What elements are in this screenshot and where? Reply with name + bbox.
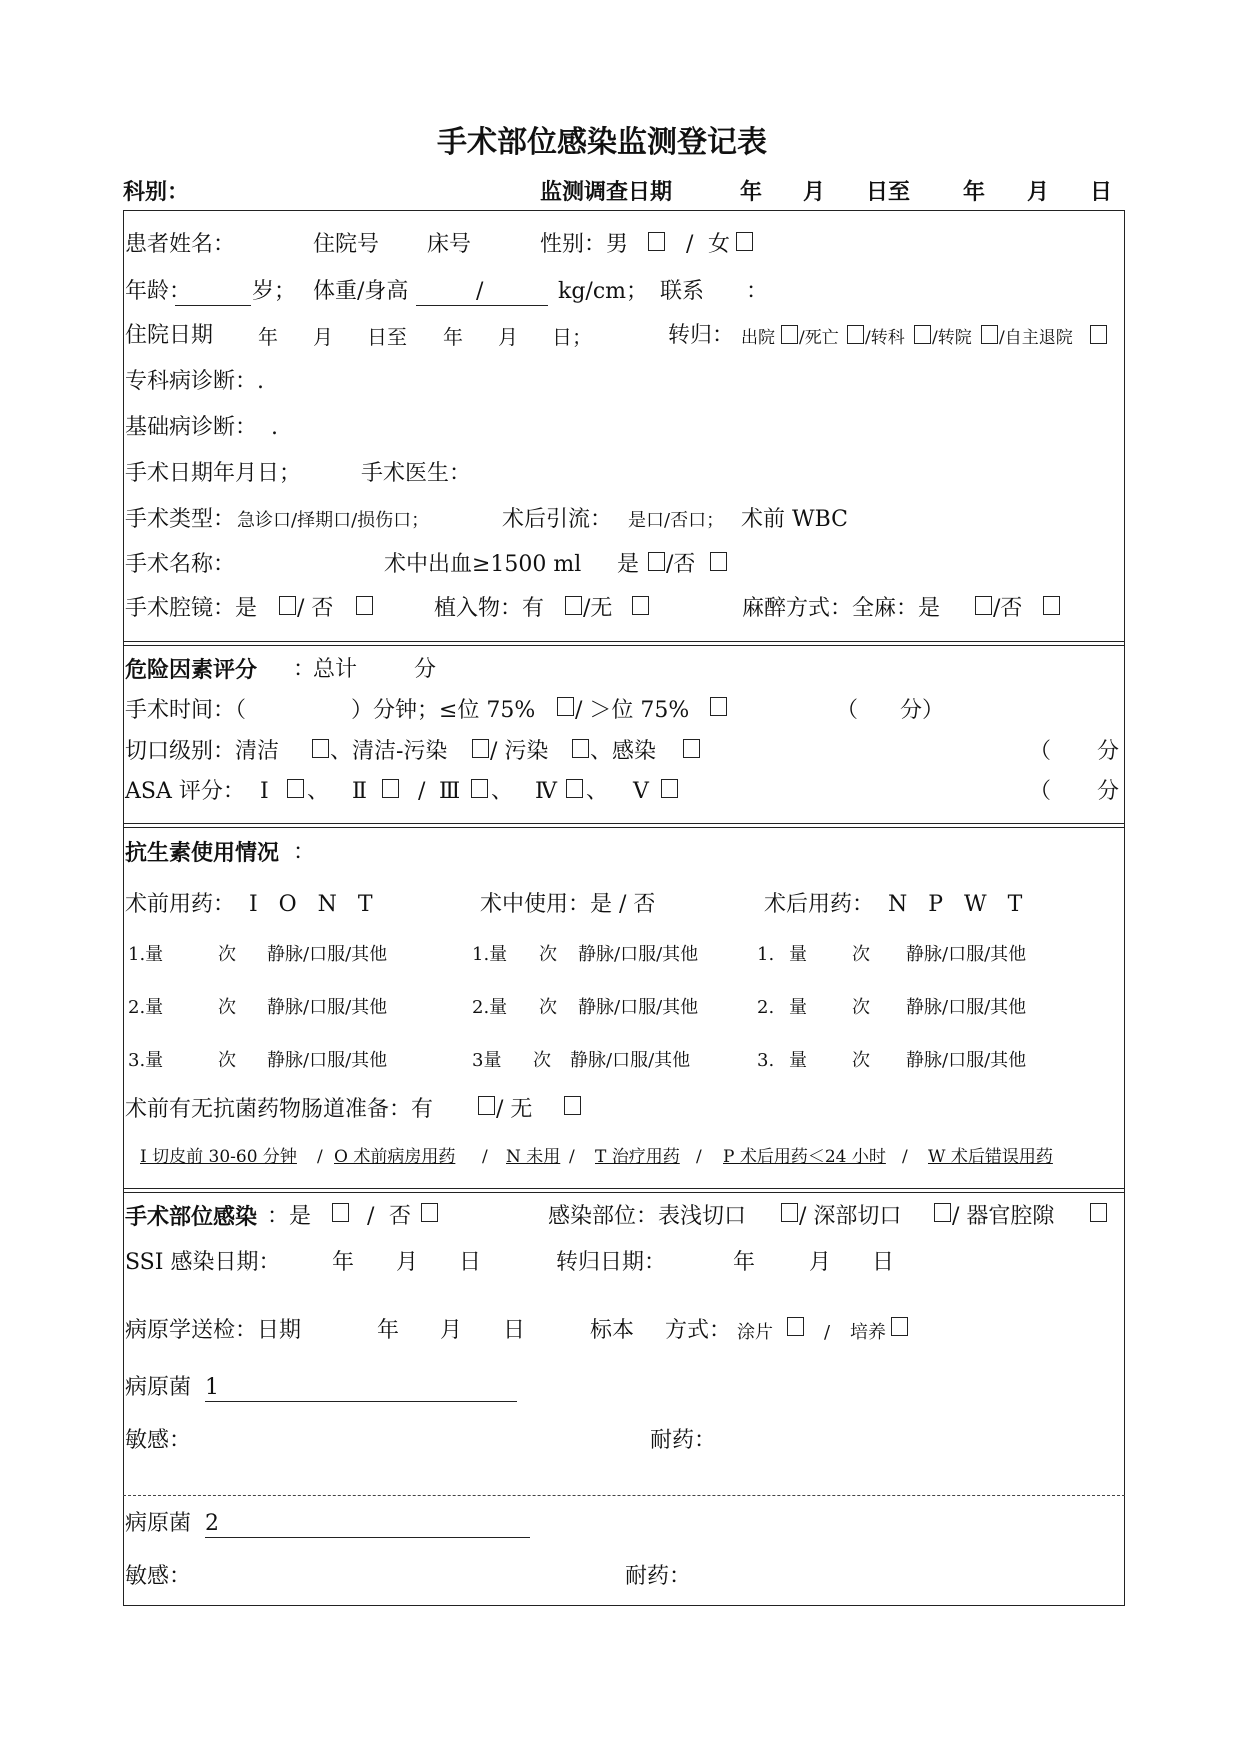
sensitive2-label: 敏感： (125, 1564, 192, 1589)
ssi-no-checkbox[interactable] (421, 1203, 438, 1222)
risk-colon: ： (293, 657, 316, 682)
male-checkbox[interactable] (648, 232, 665, 251)
post-dose-route: 静脉/口服/其他 (906, 1050, 1027, 1071)
op-time-minutes: ）分钟；≤位 75% (351, 698, 536, 723)
legend-sep: / (482, 1147, 488, 1167)
ssi-date-year: 年 (332, 1250, 355, 1275)
pathogen1-label: 病原菌 (125, 1375, 192, 1400)
resistant1-label: 耐药： (650, 1428, 717, 1453)
incision-paren: （ (1029, 739, 1052, 764)
admit-month-1: 月 (313, 325, 333, 349)
post-dose-times: 次 (852, 944, 870, 965)
asa-sep-4: 、 (586, 779, 609, 804)
pathogen1-number: 1 (205, 1375, 219, 1400)
weight-height-field[interactable] (416, 305, 548, 306)
points-label: 分 (414, 657, 437, 682)
pathogen-test-year: 年 (377, 1318, 400, 1343)
intra-dose-times: 次 (533, 1050, 551, 1071)
culture-checkbox[interactable] (891, 1317, 908, 1336)
post-dose-times: 次 (852, 997, 870, 1018)
asa-4-label: Ⅳ (535, 779, 557, 804)
pathogen1-field[interactable] (205, 1401, 517, 1402)
risk-title: 危险因素评分 (125, 657, 258, 683)
implant-yes-checkbox[interactable] (565, 596, 582, 615)
self-discharge-checkbox[interactable] (1090, 325, 1107, 344)
outcome-date-month: 月 (809, 1250, 832, 1275)
divider (123, 1188, 1125, 1189)
post-use-label: 术后用药： (764, 892, 875, 917)
legend-item: W 术后错误用药 (928, 1147, 1053, 1167)
pre-dose-qty: 1.量 (128, 944, 164, 965)
admit-day-1: 日至 (367, 325, 407, 349)
intra-dose-qty: 3量 (472, 1050, 502, 1071)
weight-height-label: 体重/身高 (313, 279, 409, 304)
bed-no-label: 床号 (427, 232, 472, 257)
pre-use-label: 术前用药： (125, 892, 236, 917)
pathogen2-field[interactable] (205, 1537, 530, 1538)
infection-site-label: 感染部位：表浅切口 (548, 1204, 747, 1229)
abx-title: 抗生素使用情况 (125, 840, 280, 866)
legend-sep: / (902, 1147, 908, 1167)
header-month-2: 月 (1027, 179, 1050, 205)
contact-label: 联系 (660, 279, 705, 304)
admit-year-1: 年 (258, 325, 278, 349)
asa-sep-1: 、 (307, 779, 330, 804)
pre-dose-qty: 3.量 (128, 1050, 164, 1071)
years-label: 岁； (252, 279, 297, 304)
post-dose-qty: 量 (789, 997, 807, 1018)
pre-dose-route: 静脉/口服/其他 (267, 997, 388, 1018)
pre-dose-times: 次 (218, 997, 236, 1018)
incision-cont: / 污染 (490, 739, 549, 764)
ssi-no-label: 否 (389, 1204, 412, 1229)
patient-name-label: 患者姓名： (125, 232, 236, 257)
specialty-dx-label: 专科病诊断：. (125, 369, 264, 394)
incision-clean-cont-checkbox[interactable] (472, 739, 489, 758)
header-year-2: 年 (963, 179, 986, 205)
asa-2-checkbox[interactable] (382, 779, 399, 798)
sex-label: 性别：男 (540, 232, 629, 257)
op-time-gt75-checkbox[interactable] (710, 697, 727, 716)
surgery-date-label: 手术日期年月日； (125, 461, 302, 486)
ssi-date-day: 日 (459, 1250, 482, 1275)
incision-infected: 、感染 (590, 739, 657, 764)
intra-dose-route: 静脉/口服/其他 (578, 997, 699, 1018)
drainage-label: 术后引流： (502, 507, 613, 532)
sex-slash: / (686, 232, 694, 257)
divider (123, 645, 1125, 646)
weight-height-slash: / (476, 279, 484, 304)
outcome-label: 转归： (668, 323, 735, 348)
anesthesia-label: 麻醉方式：全麻：是 (742, 596, 941, 621)
admission-no-label: 住院号 (313, 232, 380, 257)
intra-dose-qty: 1.量 (472, 944, 508, 965)
post-dose-qty: 量 (789, 1050, 807, 1071)
site-deep-label: / 深部切口 (799, 1204, 902, 1229)
anesthesia-no-label: /否 (993, 596, 1023, 621)
anesthesia-yes-checkbox[interactable] (975, 596, 992, 615)
site-organ-checkbox[interactable] (1090, 1203, 1107, 1222)
drainage-options: 是口/否口； (628, 510, 725, 531)
survey-date-label: 监测调查日期 (540, 179, 673, 205)
contact-colon: ： (746, 279, 769, 304)
asa-3-checkbox[interactable] (471, 779, 488, 798)
female-label: 女 (708, 232, 731, 257)
bowel-prep-yes-checkbox[interactable] (478, 1096, 495, 1115)
admit-date-label: 住院日期 (125, 323, 214, 348)
surgery-type-options: 急诊口/择期口/损伤口； (237, 510, 430, 531)
specimen-label: 标本 (590, 1318, 635, 1343)
culture-label: 培养 (850, 1322, 886, 1343)
intra-dose-qty: 2.量 (472, 997, 508, 1018)
laparoscope-yes-checkbox[interactable] (279, 596, 296, 615)
pre-dose-route: 静脉/口服/其他 (267, 944, 388, 965)
ssi-date-label: SSI 感染日期： (125, 1250, 281, 1275)
legend-item: O 术前病房用药 (334, 1147, 456, 1167)
surgery-type-label: 手术类型： (125, 507, 236, 532)
intra-use-label: 术中使用：是 / 否 (480, 892, 656, 917)
page-title: 手术部位感染监测登记表 (437, 125, 767, 160)
op-time-label: 手术时间：（ (125, 698, 247, 723)
abx-colon: ： (293, 840, 316, 865)
site-superficial-checkbox[interactable] (781, 1203, 798, 1222)
op-time-paren: （ (836, 698, 859, 723)
bleeding-yes-label: 是 (617, 552, 640, 577)
legend-item: I 切皮前 30-60 分钟 (140, 1147, 297, 1167)
ssi-colon-yes: ：是 (267, 1204, 312, 1229)
asa-4-checkbox[interactable] (566, 779, 583, 798)
bowel-prep-label: 术前有无抗菌药物肠道准备：有 (125, 1097, 434, 1122)
post-dose-num: 2. (757, 997, 775, 1018)
admit-month-2: 月 (498, 325, 518, 349)
pathogen-test-month: 月 (440, 1318, 463, 1343)
ssi-yes-checkbox[interactable] (332, 1203, 349, 1222)
post-dose-num: 1. (757, 944, 775, 965)
sensitive1-label: 敏感： (125, 1428, 192, 1453)
header-month-1: 月 (803, 179, 826, 205)
asa-3-label: Ⅲ (439, 779, 461, 804)
self-discharge-label: /自主退院 (999, 328, 1073, 348)
bowel-prep-no-label: / 无 (496, 1097, 533, 1122)
asa-2-label: Ⅱ (352, 779, 367, 804)
op-time-le75-checkbox[interactable] (557, 697, 574, 716)
divider (123, 823, 1125, 824)
op-time-points: 分） (900, 698, 945, 723)
outcome-date-label: 转归日期： (556, 1250, 667, 1275)
dept-label: 科别： (123, 179, 190, 205)
total-label: 总计 (313, 657, 358, 682)
laparoscope-no-label: / 否 (297, 596, 334, 621)
death-checkbox[interactable] (847, 325, 864, 344)
implant-label: 植入物：有 (434, 596, 545, 621)
bleeding-label: 术中出血≥1500 ml (384, 552, 582, 577)
outcome-date-day: 日 (872, 1250, 895, 1275)
death-label: /死亡 (799, 328, 839, 348)
legend-sep: / (317, 1147, 323, 1167)
legend-item: P 术后用药＜24 小时 (723, 1147, 886, 1167)
pathogen-test-day: 日 (503, 1318, 526, 1343)
female-checkbox[interactable] (736, 232, 753, 251)
header-year-1: 年 (740, 179, 763, 205)
dashed-divider (123, 1495, 1125, 1496)
method-sep: / (824, 1322, 831, 1343)
smear-label: 涂片 (737, 1322, 773, 1343)
bleeding-yes-checkbox[interactable] (648, 552, 665, 571)
discharge-checkbox[interactable] (781, 325, 798, 344)
admit-year-2: 年 (443, 325, 463, 349)
incision-label: 切口级别：清洁 (125, 739, 280, 764)
divider (123, 641, 1125, 642)
discharge-label: 出院 (741, 328, 775, 348)
anesthesia-no-checkbox[interactable] (1043, 596, 1060, 615)
pre-dose-times: 次 (218, 1050, 236, 1071)
age-field[interactable] (175, 305, 251, 306)
bleeding-no-label: /否 (666, 552, 696, 577)
asa-5-checkbox[interactable] (661, 779, 678, 798)
unit-label: kg/cm； (558, 279, 649, 304)
surgery-name-label: 手术名称： (125, 552, 236, 577)
site-organ-label: / 器官腔隙 (952, 1204, 1055, 1229)
transfer-dept-label: /转科 (865, 328, 905, 348)
transfer-hosp-label: /转院 (932, 328, 972, 348)
incision-points: 分 (1097, 739, 1120, 764)
legend-sep: / (569, 1147, 575, 1167)
legend-sep: / (696, 1147, 702, 1167)
ssi-sep: / (367, 1204, 375, 1229)
ssi-title: 手术部位感染 (125, 1204, 258, 1230)
incision-clean-checkbox[interactable] (312, 739, 329, 758)
header-day-1: 日至 (866, 179, 911, 205)
post-dose-qty: 量 (789, 944, 807, 965)
post-dose-route: 静脉/口服/其他 (906, 997, 1027, 1018)
laparoscope-no-checkbox[interactable] (356, 596, 373, 615)
asa-label: ASA 评分： (125, 779, 245, 804)
resistant2-label: 耐药： (625, 1564, 692, 1589)
age-colon: ： (169, 279, 192, 304)
op-time-gt75: / ＞位 75% (575, 698, 690, 723)
post-dose-num: 3. (757, 1050, 775, 1071)
transfer-dept-checkbox[interactable] (914, 325, 931, 344)
asa-1-checkbox[interactable] (287, 779, 304, 798)
asa-sep-3: 、 (491, 779, 514, 804)
post-dose-times: 次 (852, 1050, 870, 1071)
pre-use-codes: I O N T (249, 892, 373, 917)
legend-item: N 未用 (506, 1147, 561, 1167)
asa-1-label: Ⅰ (260, 779, 269, 804)
pathogen-test-label: 病原学送检：日期 (125, 1318, 302, 1343)
implant-no-label: /无 (583, 596, 613, 621)
pathogen2-label: 病原菌 (125, 1511, 192, 1536)
pathogen2-number: 2 (205, 1511, 219, 1536)
surgeon-label: 手术医生： (361, 461, 472, 486)
post-dose-route: 静脉/口服/其他 (906, 944, 1027, 965)
smear-checkbox[interactable] (787, 1317, 804, 1336)
legend-item: T 治疗用药 (595, 1147, 680, 1167)
intra-dose-route: 静脉/口服/其他 (578, 944, 699, 965)
outcome-date-year: 年 (733, 1250, 756, 1275)
asa-paren: （ (1029, 779, 1052, 804)
pre-dose-times: 次 (218, 944, 236, 965)
age-label: 年龄 (125, 279, 170, 304)
intra-dose-times: 次 (539, 944, 557, 965)
admit-day-2: 日； (552, 325, 592, 349)
post-use-codes: N P W T (888, 892, 1023, 917)
incision-infected-checkbox[interactable] (683, 739, 700, 758)
basic-dx-label: 基础病诊断： . (125, 415, 278, 440)
ssi-date-month: 月 (396, 1250, 419, 1275)
transfer-hosp-checkbox[interactable] (981, 325, 998, 344)
incision-clean-cont: 、清洁-污染 (330, 739, 448, 764)
method-label: 方式： (665, 1318, 732, 1343)
intra-dose-route: 静脉/口服/其他 (570, 1050, 691, 1071)
pre-dose-qty: 2.量 (128, 997, 164, 1018)
asa-sep-2: / (418, 779, 426, 804)
bowel-prep-no-checkbox[interactable] (564, 1096, 581, 1115)
bleeding-no-checkbox[interactable] (710, 552, 727, 571)
wbc-label: 术前 WBC (741, 507, 849, 532)
incision-cont-checkbox[interactable] (572, 739, 589, 758)
laparoscope-label: 手术腔镜：是 (125, 596, 258, 621)
asa-5-label: Ⅴ (633, 779, 649, 804)
header-day-2: 日 (1090, 179, 1113, 205)
site-deep-checkbox[interactable] (934, 1203, 951, 1222)
intra-dose-times: 次 (539, 997, 557, 1018)
pre-dose-route: 静脉/口服/其他 (267, 1050, 388, 1071)
implant-no-checkbox[interactable] (632, 596, 649, 615)
asa-points: 分 (1097, 779, 1120, 804)
divider (123, 827, 1125, 828)
divider (123, 1192, 1125, 1193)
